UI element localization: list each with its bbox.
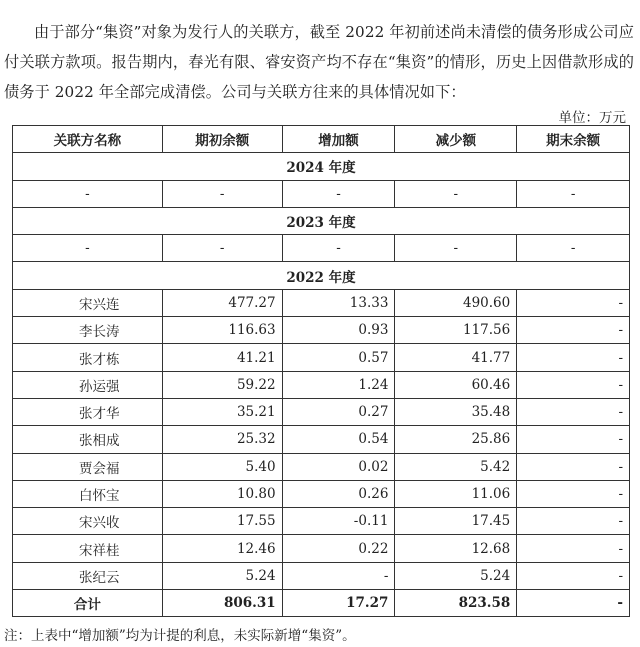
decrease: 41.77 xyxy=(395,344,517,371)
opening-balance: 41.21 xyxy=(162,344,282,371)
opening-balance: 10.80 xyxy=(162,480,282,507)
cell: - xyxy=(162,235,282,262)
cell: - xyxy=(517,235,630,262)
increase: 0.02 xyxy=(282,453,395,480)
party-name: 宋兴收 xyxy=(13,508,163,535)
closing-balance: - xyxy=(517,480,630,507)
opening-balance: 12.46 xyxy=(162,535,282,562)
closing-balance: - xyxy=(517,398,630,425)
closing-balance: - xyxy=(517,317,630,344)
table-row xyxy=(13,453,630,480)
closing-balance: - xyxy=(517,371,630,398)
header-opening-balance: 期初余额 xyxy=(162,126,282,153)
closing-balance: - xyxy=(517,562,630,589)
header-closing-balance: 期末余额 xyxy=(517,126,630,153)
total-opening-balance: 806.31 xyxy=(162,590,282,617)
table-row xyxy=(13,426,630,453)
year-row-2024 xyxy=(13,153,630,180)
header-party-name: 关联方名称 xyxy=(13,126,163,153)
party-name: 张才栋 xyxy=(13,344,163,371)
party-name: 宋兴连 xyxy=(13,289,163,316)
year-row-2023 xyxy=(13,207,630,234)
year-label: 2022 年度 xyxy=(13,262,630,289)
cell: - xyxy=(13,235,163,262)
intro-paragraph: 由于部分“集资”对象为发行人的关联方，截至 2022 年初前述尚未清偿的债务形成公司应付关联方款项。报告期内，春光有限、睿安资产均不存在“集资”的情形，历史上因借款形成的债务于 2022 年全部完成清偿。公司与关联方往来的具体情况如下： xyxy=(4,23,634,102)
decrease: 490.60 xyxy=(395,289,517,316)
party-name: 张才华 xyxy=(13,398,163,425)
cell: - xyxy=(13,180,163,207)
party-name: 张纪云 xyxy=(13,562,163,589)
table-row xyxy=(13,562,630,589)
year-row-2022 xyxy=(13,262,630,289)
table-row xyxy=(13,235,630,262)
party-name: 孙运强 xyxy=(13,371,163,398)
year-label: 2023 年度 xyxy=(13,207,630,234)
increase: 0.54 xyxy=(282,426,395,453)
opening-balance: 5.40 xyxy=(162,453,282,480)
closing-balance: - xyxy=(517,289,630,316)
decrease: 12.68 xyxy=(395,535,517,562)
total-increase: 17.27 xyxy=(282,590,395,617)
increase: 1.24 xyxy=(282,371,395,398)
party-name: 李长涛 xyxy=(13,317,163,344)
cell: - xyxy=(162,180,282,207)
closing-balance: - xyxy=(517,535,630,562)
total-closing-balance: - xyxy=(517,590,630,617)
cell: - xyxy=(282,235,395,262)
increase: 0.93 xyxy=(282,317,395,344)
opening-balance: 17.55 xyxy=(162,508,282,535)
table-row xyxy=(13,508,630,535)
total-label: 合计 xyxy=(13,590,163,617)
unit-label: 单位：万元 xyxy=(558,110,626,126)
increase: 13.33 xyxy=(282,289,395,316)
closing-balance: - xyxy=(517,508,630,535)
table-row xyxy=(13,180,630,207)
year-label: 2024 年度 xyxy=(13,153,630,180)
decrease: 25.86 xyxy=(395,426,517,453)
cell: - xyxy=(282,180,395,207)
increase: -0.11 xyxy=(282,508,395,535)
decrease: 11.06 xyxy=(395,480,517,507)
decrease: 117.56 xyxy=(395,317,517,344)
cell: - xyxy=(517,180,630,207)
table-row xyxy=(13,398,630,425)
decrease: 5.24 xyxy=(395,562,517,589)
total-decrease: 823.58 xyxy=(395,590,517,617)
table-row xyxy=(13,371,630,398)
table-row xyxy=(13,535,630,562)
decrease: 5.42 xyxy=(395,453,517,480)
table-row xyxy=(13,289,630,316)
table-row xyxy=(13,317,630,344)
increase: 0.27 xyxy=(282,398,395,425)
table-row xyxy=(13,344,630,371)
increase: - xyxy=(282,562,395,589)
party-name: 贾会福 xyxy=(13,453,163,480)
total-row xyxy=(13,590,630,617)
table-footnote: 注：上表中“增加额”均为计提的利息，未实际新增“集资”。 xyxy=(4,628,356,644)
decrease: 60.46 xyxy=(395,371,517,398)
opening-balance: 5.24 xyxy=(162,562,282,589)
increase: 0.26 xyxy=(282,480,395,507)
closing-balance: - xyxy=(517,344,630,371)
increase: 0.22 xyxy=(282,535,395,562)
closing-balance: - xyxy=(517,426,630,453)
opening-balance: 25.32 xyxy=(162,426,282,453)
related-party-table xyxy=(12,125,630,617)
cell: - xyxy=(395,180,517,207)
opening-balance: 59.22 xyxy=(162,371,282,398)
cell: - xyxy=(395,235,517,262)
opening-balance: 477.27 xyxy=(162,289,282,316)
party-name: 宋祥桂 xyxy=(13,535,163,562)
decrease: 17.45 xyxy=(395,508,517,535)
header-decrease: 减少额 xyxy=(395,126,517,153)
party-name: 白怀宝 xyxy=(13,480,163,507)
header-increase: 增加额 xyxy=(282,126,395,153)
closing-balance: - xyxy=(517,453,630,480)
increase: 0.57 xyxy=(282,344,395,371)
decrease: 35.48 xyxy=(395,398,517,425)
opening-balance: 35.21 xyxy=(162,398,282,425)
table-row xyxy=(13,480,630,507)
party-name: 张相成 xyxy=(13,426,163,453)
table-header-row xyxy=(13,126,630,153)
opening-balance: 116.63 xyxy=(162,317,282,344)
